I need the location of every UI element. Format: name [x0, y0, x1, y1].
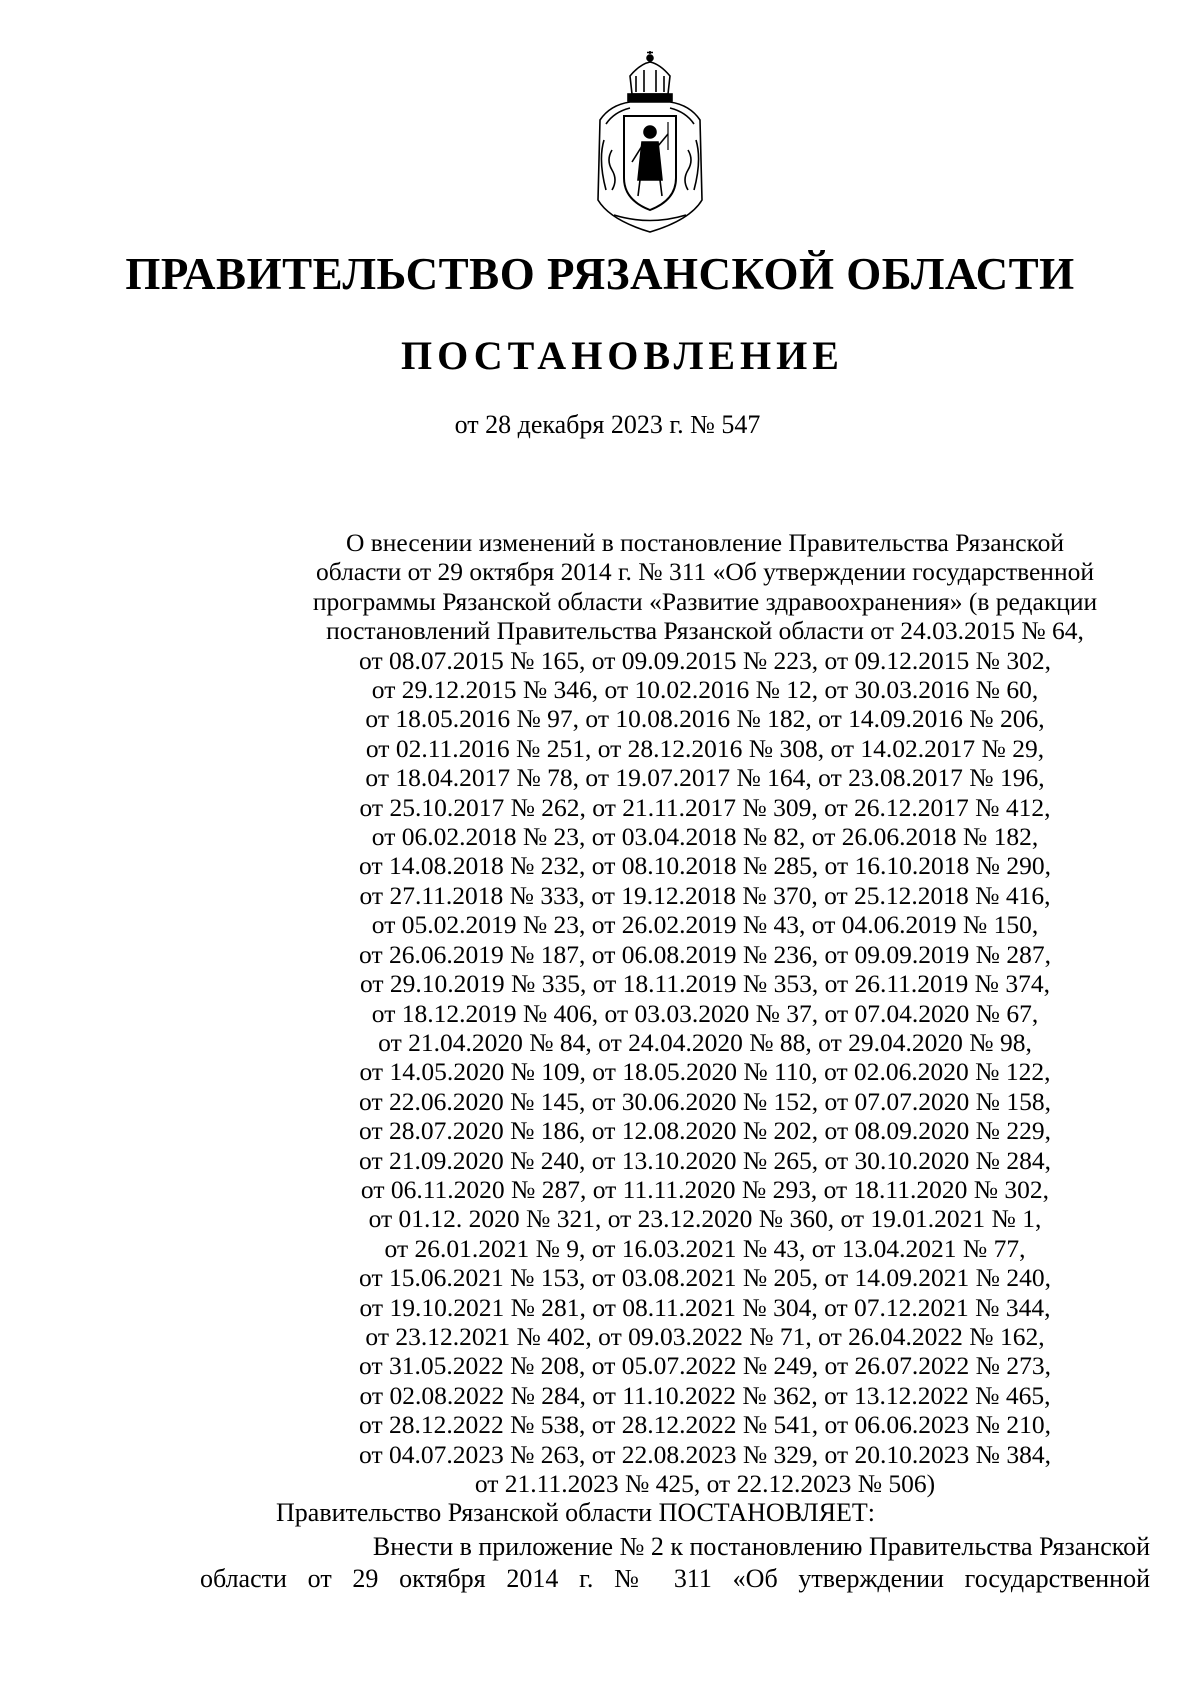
- subject-line: от 23.12.2021 № 402, от 09.03.2022 № 71, от 26.04.2022 № 162,: [365, 1321, 1045, 1351]
- body-line: Внести в приложение № 2 к постановлению Правительства Рязанской: [372, 1532, 1150, 1561]
- subject-line: от 26.01.2021 № 9, от 16.03.2021 № 43, от 13.04.2021 № 77,: [384, 1233, 1026, 1263]
- subject-line: от 14.08.2018 № 232, от 08.10.2018 № 285, от 16.10.2018 № 290,: [359, 851, 1051, 881]
- subject-line: от 21.11.2023 № 425, от 22.12.2023 № 506): [474, 1469, 936, 1498]
- subject-line: постановлений Правительства Рязанской области от 24.03.2015 № 64,: [326, 616, 1084, 646]
- subject-line: от 19.10.2021 № 281, от 08.11.2021 № 304, от 07.12.2021 № 344,: [359, 1292, 1051, 1322]
- subject-line: от 01.12. 2020 № 321, от 23.12.2020 № 360, от 19.01.2021 № 1,: [368, 1204, 1042, 1234]
- subject-line: от 21.09.2020 № 240, от 13.10.2020 № 265, от 30.10.2020 № 284,: [359, 1145, 1051, 1175]
- subject-line: от 02.11.2016 № 251, от 28.12.2016 № 308, от 14.02.2017 № 29,: [365, 733, 1045, 763]
- subject-line: от 27.11.2018 № 333, от 19.12.2018 № 370, от 25.12.2018 № 416,: [359, 880, 1051, 910]
- subject-line: от 02.08.2022 № 284, от 11.10.2022 № 362, от 13.12.2022 № 465,: [359, 1380, 1051, 1410]
- subject-line: от 21.04.2020 № 84, от 24.04.2020 № 88, от 29.04.2020 № 98,: [378, 1027, 1032, 1057]
- subject-line: от 31.05.2022 № 208, от 05.07.2022 № 249, от 26.07.2022 № 273,: [359, 1351, 1051, 1381]
- subject-line: от 28.12.2022 № 538, от 28.12.2022 № 541, от 06.06.2023 № 210,: [359, 1410, 1051, 1440]
- subject-line: от 04.07.2023 № 263, от 22.08.2023 № 329, от 20.10.2023 № 384,: [359, 1439, 1051, 1469]
- body-paragraph: [200, 1531, 1150, 1595]
- subject-line: от 29.10.2019 № 335, от 18.11.2019 № 353, от 26.11.2019 № 374,: [359, 969, 1051, 999]
- subject-line: программы Рязанской области «Развитие здравоохранения» (в редакции: [312, 586, 1098, 616]
- subject-line: от 18.04.2017 № 78, от 19.07.2017 № 164, от 23.08.2017 № 196,: [365, 763, 1045, 793]
- subject-line: от 25.10.2017 № 262, от 21.11.2017 № 309, от 26.12.2017 № 412,: [359, 792, 1051, 822]
- subject-line: О внесении изменений в постановление Правительства Рязанской: [345, 528, 1065, 557]
- body-line: области от 29 октября 2014 г. № 311 «Об утверждении государственной: [200, 1564, 1150, 1593]
- document-subject: [260, 528, 1150, 1498]
- subject-line: от 18.12.2019 № 406, от 03.03.2020 № 37, от 07.04.2020 № 67,: [371, 998, 1039, 1028]
- subject-line: от 06.02.2018 № 23, от 03.04.2018 № 82, от 26.06.2018 № 182,: [371, 822, 1039, 852]
- document-date-number: от 28 декабря 2023 г. № 547: [454, 410, 761, 439]
- resolution-statement: Правительство Рязанской области ПОСТАНОВЛЯЕТ:: [276, 1498, 876, 1527]
- subject-line: от 28.07.2020 № 186, от 12.08.2020 № 202, от 08.09.2020 № 229,: [359, 1116, 1051, 1146]
- subject-line: от 22.06.2020 № 145, от 30.06.2020 № 152, от 07.07.2020 № 158,: [359, 1086, 1051, 1116]
- subject-line: от 08.07.2015 № 165, от 09.09.2015 № 223, от 09.12.2015 № 302,: [359, 645, 1051, 675]
- subject-line: от 14.05.2020 № 109, от 18.05.2020 № 110, от 02.06.2020 № 122,: [359, 1057, 1051, 1087]
- ryazan-coat-of-arms-icon: [590, 50, 710, 235]
- subject-line: области от 29 октября 2014 г. № 311 «Об утверждении государственной: [315, 557, 1094, 587]
- subject-line: от 26.06.2019 № 187, от 06.08.2019 № 236, от 09.09.2019 № 287,: [359, 939, 1051, 969]
- subject-line: от 29.12.2015 № 346, от 10.02.2016 № 12, от 30.03.2016 № 60,: [371, 675, 1039, 705]
- subject-line: от 15.06.2021 № 153, от 03.08.2021 № 205, от 14.09.2021 № 240,: [359, 1263, 1051, 1293]
- subject-line: от 05.02.2019 № 23, от 26.02.2019 № 43, от 04.06.2019 № 150,: [371, 910, 1039, 940]
- government-title: ПРАВИТЕЛЬСТВО РЯЗАНСКОЙ ОБЛАСТИ: [125, 249, 1075, 299]
- subject-line: от 18.05.2016 № 97, от 10.08.2016 № 182, от 14.09.2016 № 206,: [365, 704, 1045, 734]
- subject-line: от 06.11.2020 № 287, от 11.11.2020 № 293, от 18.11.2020 № 302,: [360, 1174, 1050, 1204]
- document-type: ПОСТАНОВЛЕНИЕ: [401, 333, 844, 378]
